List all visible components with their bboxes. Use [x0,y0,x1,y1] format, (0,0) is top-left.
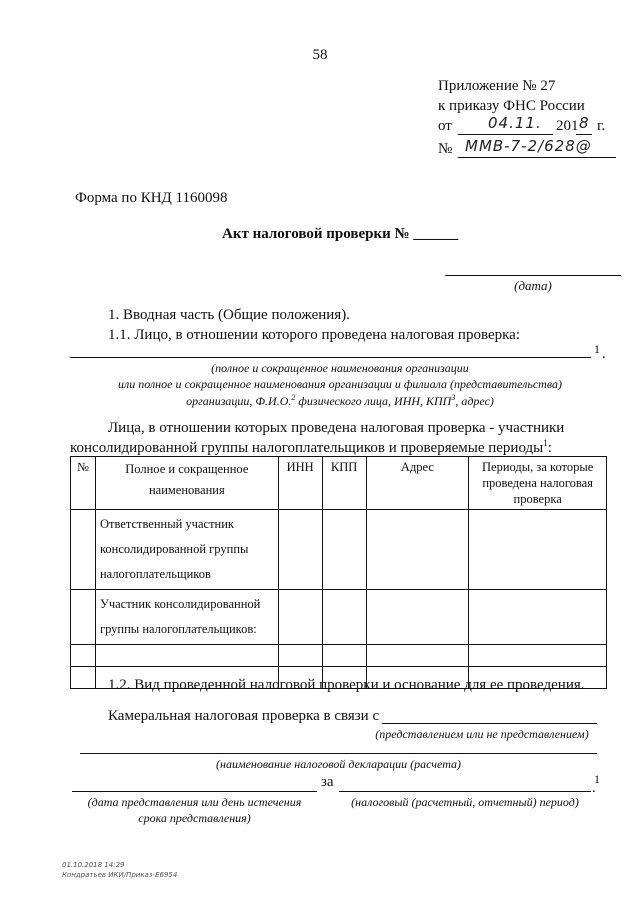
taxpayer-footnote: 1 [594,342,600,356]
table-cell [469,645,607,667]
col-number-header: № [71,457,96,510]
period-caption: (налоговый (расчетный, отчетный) период) [351,795,579,809]
table-cell [469,510,607,590]
consolidated-paragraph-line2 [70,438,552,457]
caption-line3-part-c: , адрес) [455,394,494,408]
col-address-header: Адрес [366,457,469,510]
table-cell-responsible-participant: Ответственный участник консолидированной группы налогоплательщиков [95,510,278,590]
declaration-caption: (наименование налоговой декларации (расчета) [216,757,461,771]
table-row [71,590,607,645]
section1-title: 1. Вводная часть (Общие положения). [108,307,350,323]
table-row [71,510,607,590]
table-cell [366,510,469,590]
table-cell [71,510,96,590]
period-line [339,791,591,792]
order-date-handwritten: 04.11. [488,114,542,132]
appendix-label: Приложение № 27 [438,78,556,94]
footer-source: Кондратьев ИКИ/Приказ-Е6954 [62,871,178,879]
date-caption: (дата) [514,278,552,293]
taxpayer-caption-line1: (полное и сокращенное наименования организации [211,361,469,375]
caption-sup2: 2 [291,393,296,402]
caption-line3-part-a: организации, Ф.И.О. [186,394,292,408]
declaration-line [80,753,597,754]
table-cell [322,645,366,667]
order-year-underline [576,134,592,135]
page-number: 58 [312,47,328,63]
desk-audit-line [382,723,597,724]
section1-2-title: 1.2. Вид проведенной налоговой проверки и основание для ее проведения. [108,677,585,693]
desk-audit-label: Камеральная налоговая проверка в связи с [108,708,380,724]
table-cell [278,590,322,645]
taxpayer-line [70,357,591,358]
footer-timestamp: 01.10.2018 14:29 [62,861,125,869]
caption-line3-part-b: физического лица, ИНН, КПП [295,394,452,408]
table-cell [71,667,96,689]
form-code: Форма по КНД 1160098 [75,190,228,206]
table-cell [278,510,322,590]
taxpayer-caption-line3 [70,393,610,409]
section1-1-title: 1.1. Лицо, в отношении которого проведена налоговая проверка: [108,327,520,343]
col-period-header: Периоды, за которые проведена налоговая проверка [469,457,607,510]
taxpayer-period: . [602,346,606,362]
table-header-row [71,457,607,510]
consolidated-paragraph-line1: Лица, в отношении которых проведена налоговая проверка - участники [108,420,565,436]
submission-date-caption-line2: срока представления) [138,811,251,825]
order-year-print: 201 [556,118,579,134]
col-kpp-header: КПП [322,457,366,510]
order-year-handwritten: 8 [579,114,590,132]
desk-audit-caption: (представлением или не представлением) [375,727,589,741]
table-cell [322,510,366,590]
taxpayer-caption-line2: или полное и сокращенное наименования организации и филиала (представительства) [118,377,562,391]
order-date-underline [458,134,553,135]
participants-table [70,456,607,689]
col-inn-header: ИНН [278,457,322,510]
col-name-header: Полное и сокращенное наименования [95,457,278,510]
date-line [445,275,621,276]
order-date-label: от [438,118,452,134]
submission-date-line [72,791,317,792]
order-label: к приказу ФНС России [438,98,585,114]
table-cell [469,590,607,645]
consolidated-text: консолидированной группы налогоплательщиков и проверяемые периоды [70,440,544,456]
table-row [71,645,607,667]
submission-date-caption-line1: (дата представления или день истечения [87,795,302,809]
table-cell [322,590,366,645]
act-title: Акт налоговой проверки № ______ [222,226,459,242]
order-number-handwritten: ММВ-7-2/628@ [465,137,592,155]
order-number-label: № [438,141,453,157]
table-cell [366,645,469,667]
consolidated-footnote: 1 [543,438,548,448]
table-cell [366,590,469,645]
table-cell [95,645,278,667]
table-cell [71,590,96,645]
table-cell-participant: Участник консолидированной группы налогоплательщиков: [95,590,278,645]
period-dot: . [592,780,596,796]
order-number-underline [458,157,616,158]
consolidated-colon: : [547,440,552,456]
for-label: за [321,774,334,790]
period-footnote: 1 [594,772,600,786]
caption-sup3: 3 [451,393,456,402]
table-cell [71,645,96,667]
order-year-suffix: г. [597,118,606,134]
table-cell [278,645,322,667]
